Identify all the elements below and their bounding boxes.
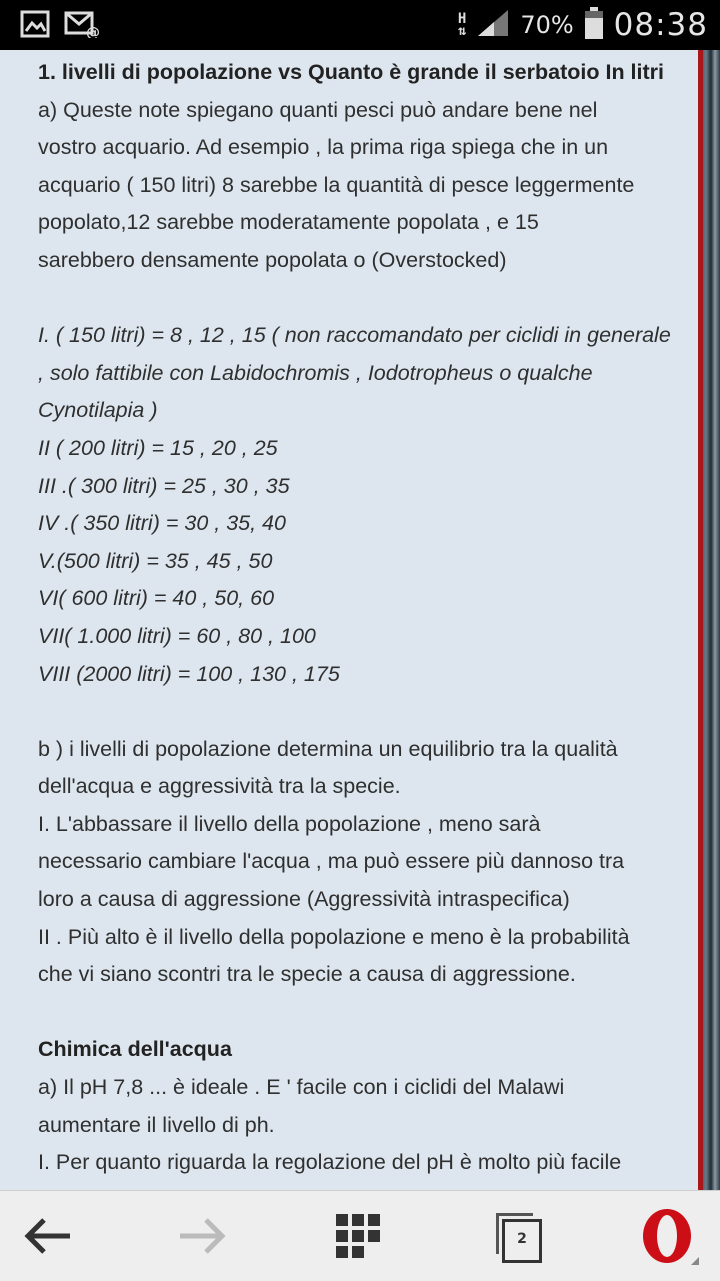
level-line: VIII (2000 litri) = 100 , 130 , 175 xyxy=(38,661,340,686)
level-line: IV .( 350 litri) = 30 , 35, 40 xyxy=(38,511,286,536)
tabs-button[interactable] xyxy=(478,1191,558,1281)
arrow-right-icon xyxy=(176,1216,228,1256)
status-bar xyxy=(0,0,720,50)
level-line: III .( 300 litri) = 25 , 30 , 35 xyxy=(38,473,290,498)
back-button[interactable] xyxy=(8,1191,88,1281)
text-line: loro a causa di aggressione (Aggressività intraspecifica) xyxy=(38,887,570,912)
clock: 08:38 xyxy=(613,7,708,43)
grid-icon xyxy=(334,1212,382,1260)
section-heading: 1. livelli di popolazione vs Quanto è grande il serbatoio In litri xyxy=(38,60,664,84)
opera-menu-button[interactable] xyxy=(630,1191,710,1281)
text-line: necessario cambiare l'acqua , ma può essere più dannoso tra xyxy=(38,849,625,874)
text-line: I. Per quanto riguarda la regolazione del pH è molto più facile xyxy=(38,1150,622,1175)
signal-strength-icon xyxy=(476,8,510,43)
svg-text:@: @ xyxy=(86,25,100,38)
text-line: acquario ( 150 litri) 8 sarebbe la quantità di pesce leggermente xyxy=(38,172,635,197)
article-text xyxy=(38,54,698,1182)
text-line: vostro acquario. Ad esempio , la prima riga spiega che in un xyxy=(38,135,609,160)
text-line: b ) i livelli di popolazione determina un equilibrio tra la qualità xyxy=(38,736,618,761)
text-line: aumentare il livello di ph. xyxy=(38,1112,275,1137)
battery-icon xyxy=(584,6,604,45)
text-line: I. L'abbassare il livello della popolazione , meno sarà xyxy=(38,811,541,836)
level-line: V.(500 litri) = 35 , 45 , 50 xyxy=(38,548,273,573)
arrow-left-icon xyxy=(22,1216,74,1256)
level-line: II ( 200 litri) = 15 , 20 , 25 xyxy=(38,435,278,460)
page-accent-border xyxy=(698,50,703,1190)
opera-logo-icon xyxy=(639,1205,701,1267)
text-line: a) Il pH 7,8 ... è ideale . E ' facile con i ciclidi del Malawi xyxy=(38,1075,565,1100)
page-side-background xyxy=(700,50,720,1190)
text-line: che vi siano scontri tra le specie a causa di aggressione. xyxy=(38,962,576,987)
battery-percentage: 70% xyxy=(520,11,574,39)
gallery-notification-icon xyxy=(20,10,50,43)
tab-count: 2 xyxy=(517,1231,527,1247)
section-heading: Chimica dell'acqua xyxy=(38,1037,232,1062)
level-line: VII( 1.000 litri) = 60 , 80 , 100 xyxy=(38,623,316,648)
text-line: sarebbero densamente popolata o (Overstocked) xyxy=(38,247,507,272)
text-line: a) Queste note spiegano quanti pesci può andare bene nel xyxy=(38,97,598,122)
level-line: , solo fattibile con Labidochromis , Iodotropheus o qualche xyxy=(38,360,593,385)
level-line: VI( 600 litri) = 40 , 50, 60 xyxy=(38,586,275,611)
level-line: I. ( 150 litri) = 8 , 12 , 15 ( non raccomandato per ciclidi in generale xyxy=(38,323,671,348)
level-line: Cynotilapia ) xyxy=(38,398,158,423)
tabs-icon xyxy=(494,1211,542,1261)
text-line: II . Più alto è il livello della popolazione e meno è la probabilità xyxy=(38,924,630,949)
browser-bottom-bar xyxy=(0,1190,720,1281)
network-type-indicator: H ⇅ xyxy=(457,11,467,39)
mail-notification-icon xyxy=(64,10,100,43)
speed-dial-button[interactable] xyxy=(318,1191,398,1281)
text-line: popolato,12 sarebbe moderatamente popolata , e 15 xyxy=(38,210,539,235)
text-line: dell'acqua e aggressività tra la specie. xyxy=(38,774,401,799)
forward-button[interactable] xyxy=(162,1191,242,1281)
